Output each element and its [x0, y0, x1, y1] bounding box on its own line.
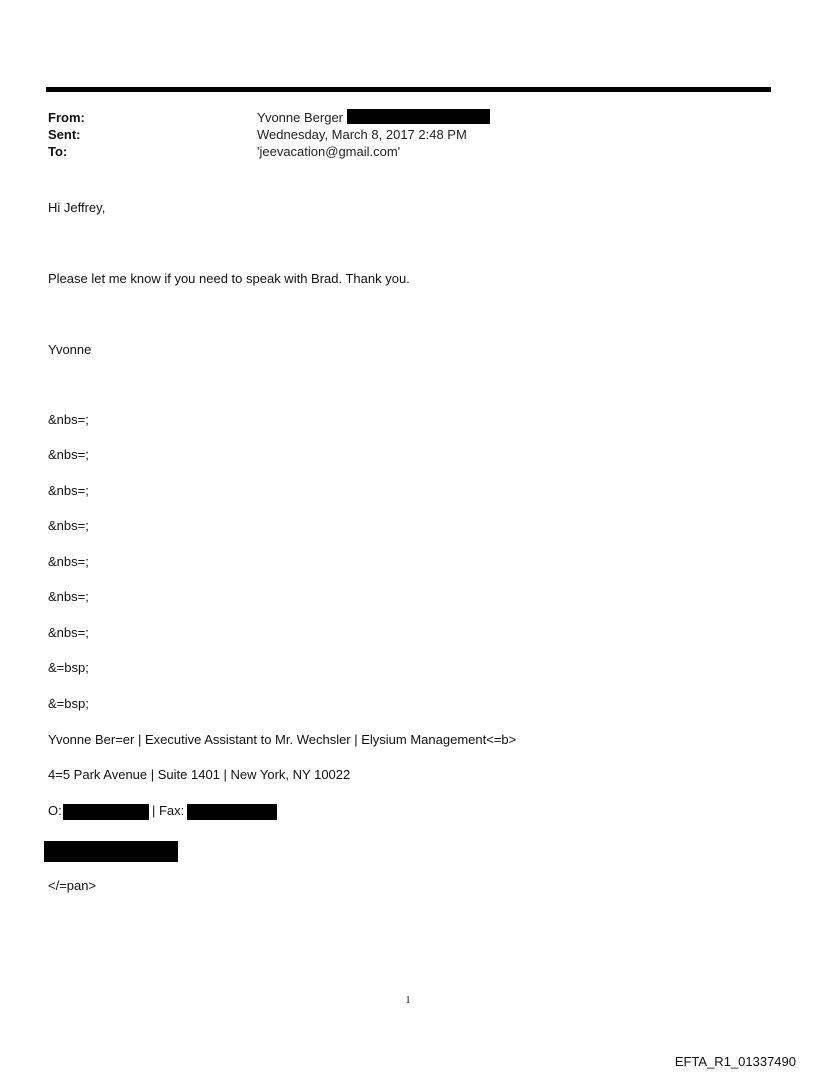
- signature-line: Yvonne Ber=er | Executive Assistant to Mr. Wechsler | Elysium Management<=b>: [48, 732, 517, 747]
- nbsp-line: &nbs=;: [48, 518, 89, 533]
- fax-label: | Fax:: [152, 803, 185, 818]
- nbsp-line: &nbs=;: [48, 554, 89, 569]
- nbsp-line: &nbs=;: [48, 625, 89, 640]
- redaction-fax: [187, 804, 277, 820]
- sent-value: Wednesday, March 8, 2017 2:48 PM: [257, 127, 467, 142]
- nbsp-line: &nbs=;: [48, 447, 89, 462]
- nbsp-line: &nbs=;: [48, 589, 89, 604]
- message: Please let me know if you need to speak with Brad. Thank you.: [48, 271, 410, 286]
- redaction-email-link: [44, 841, 178, 862]
- nbsp-line: &=bsp;: [48, 696, 89, 711]
- address-line: 4=5 Park Avenue | Suite 1401 | New York, NY 10022: [48, 767, 351, 782]
- nbsp-line: &=bsp;: [48, 660, 89, 675]
- redaction-phone: [63, 804, 149, 820]
- from-name: Yvonne Berger: [257, 110, 344, 125]
- closing-tag: </=pan>: [48, 878, 97, 893]
- redaction-from-email: [347, 109, 490, 124]
- nbsp-line: &nbs=;: [48, 483, 89, 498]
- signoff: Yvonne: [48, 342, 92, 357]
- header-rule: [46, 87, 771, 92]
- nbsp-line: &nbs=;: [48, 412, 89, 427]
- to-value: 'jeevacation@gmail.com': [257, 144, 401, 159]
- from-label: From:: [48, 110, 85, 125]
- greeting: Hi Jeffrey,: [48, 200, 106, 215]
- to-label: To:: [48, 144, 68, 159]
- bates-id: EFTA_R1_01337490: [674, 1054, 796, 1069]
- sent-label: Sent:: [48, 127, 81, 142]
- page-number: 1: [405, 995, 411, 1006]
- phone-label: O:: [48, 803, 62, 818]
